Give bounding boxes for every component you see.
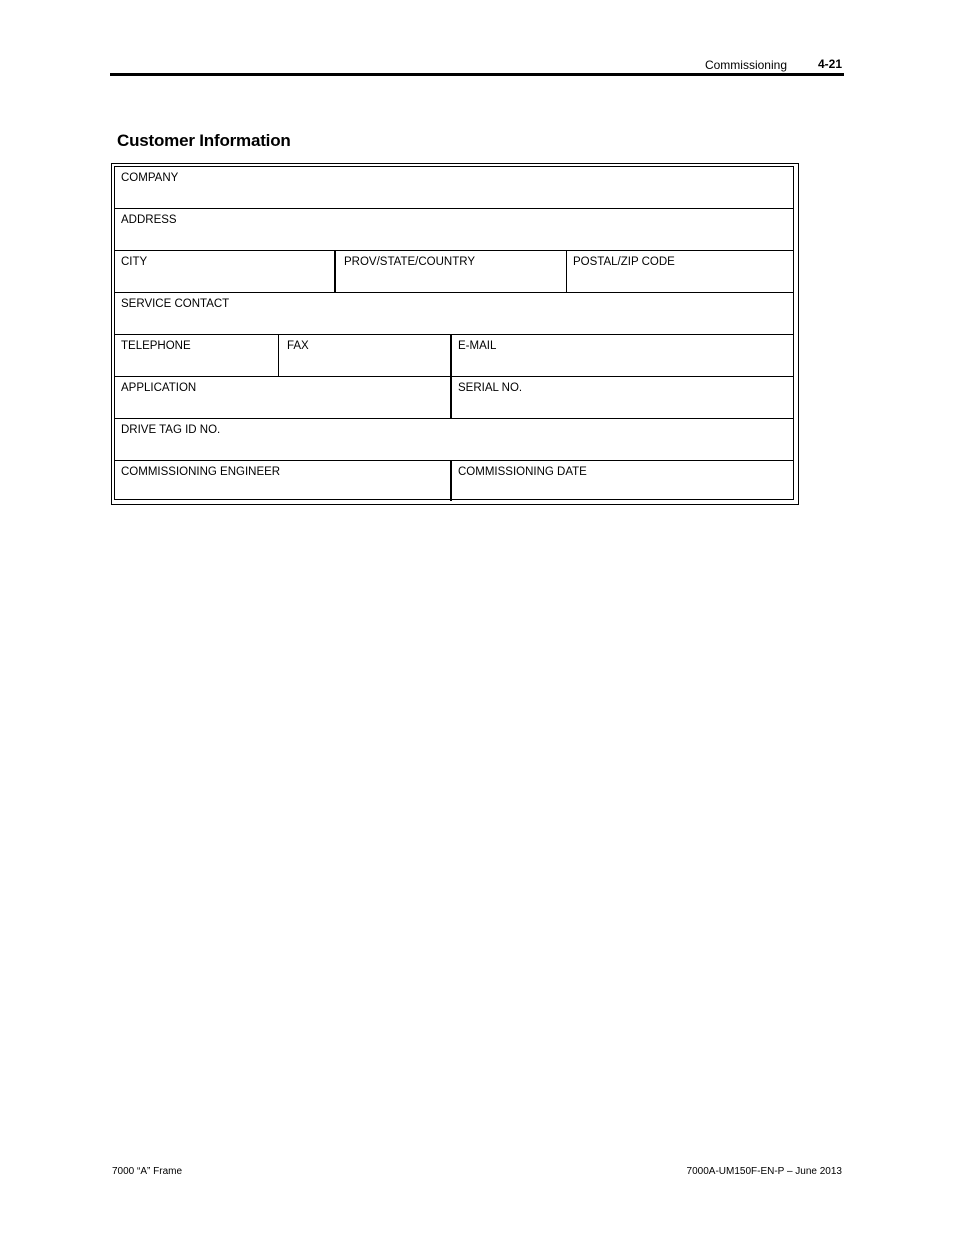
commissioning-engineer-field[interactable]: [115, 461, 452, 501]
commissioning-date-label: COMMISSIONING DATE: [458, 466, 587, 478]
drive-tag-field[interactable]: [115, 419, 793, 460]
address-field[interactable]: [115, 209, 793, 250]
commissioning-engineer-label: COMMISSIONING ENGINEER: [121, 466, 281, 478]
telephone-field[interactable]: [115, 335, 279, 376]
form-row-application: [115, 377, 793, 419]
serial-no-field[interactable]: [452, 377, 795, 418]
city-field[interactable]: [115, 251, 336, 292]
telephone-label: TELEPHONE: [121, 340, 191, 352]
fax-label: FAX: [287, 340, 309, 352]
city-label: CITY: [121, 256, 148, 268]
footer-left: 7000 “A” Frame: [112, 1166, 183, 1177]
form-row-commissioning: [115, 461, 793, 501]
service-contact-label: SERVICE CONTACT: [121, 298, 230, 310]
form-inner-border: [114, 166, 794, 500]
running-header-section: Commissioning: [704, 58, 787, 72]
prov-state-country-label: PROV/STATE/COUNTRY: [344, 256, 475, 268]
form-row-address: [115, 209, 793, 251]
email-label: E-MAIL: [458, 340, 497, 352]
fax-field[interactable]: [279, 335, 452, 376]
postal-zip-label: POSTAL/ZIP CODE: [573, 256, 675, 268]
running-header-page-number: 4-21: [818, 57, 843, 71]
application-label: APPLICATION: [121, 382, 197, 394]
email-field[interactable]: [452, 335, 795, 376]
postal-zip-field[interactable]: [567, 251, 795, 292]
footer-right: 7000A-UM150F-EN-P – June 2013: [686, 1166, 842, 1177]
drive-tag-label: DRIVE TAG ID NO.: [121, 424, 221, 436]
form-row-location: [115, 251, 793, 293]
form-row-company: [115, 167, 793, 209]
company-label: COMPANY: [121, 172, 179, 184]
header-rule: [110, 73, 844, 76]
prov-state-country-field[interactable]: [336, 251, 567, 292]
form-row-service-contact: [115, 293, 793, 335]
service-contact-field[interactable]: [115, 293, 793, 334]
form-row-contact-numbers: [115, 335, 793, 377]
form-row-drive-tag: [115, 419, 793, 461]
commissioning-date-field[interactable]: [452, 461, 795, 501]
application-field[interactable]: [115, 377, 452, 418]
section-title: Customer Information: [117, 131, 291, 150]
customer-information-form: [111, 163, 799, 505]
company-field[interactable]: [115, 167, 793, 208]
address-label: ADDRESS: [121, 214, 177, 226]
serial-no-label: SERIAL NO.: [458, 382, 523, 394]
